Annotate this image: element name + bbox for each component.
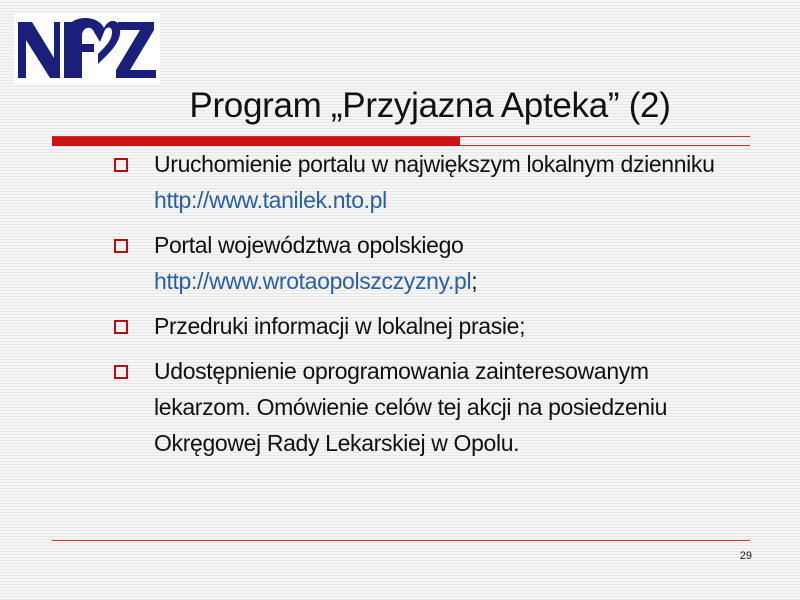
- square-bullet-icon: [114, 158, 128, 172]
- nfz-logo: [14, 14, 160, 84]
- bullet-text: Uruchomienie portalu w największym lokalnym dzienniku: [154, 151, 715, 177]
- bullet-item: [112, 353, 772, 461]
- portal-link-wrota[interactable]: http://www.wrotaopolszczyzny.pl: [154, 268, 472, 294]
- bullet-list: [112, 146, 772, 470]
- bullet-text-line: Okręgowej Rady Lekarskiej w Opolu.: [154, 430, 520, 456]
- square-bullet-icon: [114, 365, 128, 379]
- footer-divider: [52, 540, 750, 541]
- bullet-text-line: Udostępnienie oprogramowania zainteresowanym: [154, 358, 649, 384]
- bullet-text: Przedruki informacji w lokalnej prasie;: [154, 313, 526, 339]
- square-bullet-icon: [114, 239, 128, 253]
- bullet-item: [112, 146, 772, 218]
- bullet-item: [112, 308, 772, 344]
- title-divider-accent: [52, 137, 460, 146]
- page-number: 29: [739, 550, 752, 562]
- bullet-text-line: lekarzom. Omówienie celów tej akcji na posiedzeniu: [154, 394, 668, 420]
- bullet-link-line: [154, 263, 772, 299]
- nfz-logo-graphic: [14, 14, 160, 84]
- bullet-text: Portal województwa opolskiego: [154, 232, 464, 258]
- bullet-link-line: [154, 182, 772, 218]
- portal-link-tanilek[interactable]: http://www.tanilek.nto.pl: [154, 187, 387, 213]
- slide-title: Program „Przyjazna Apteka” (2): [189, 86, 671, 125]
- square-bullet-icon: [114, 320, 128, 334]
- bullet-suffix: ;: [471, 268, 478, 294]
- bullet-item: [112, 227, 772, 299]
